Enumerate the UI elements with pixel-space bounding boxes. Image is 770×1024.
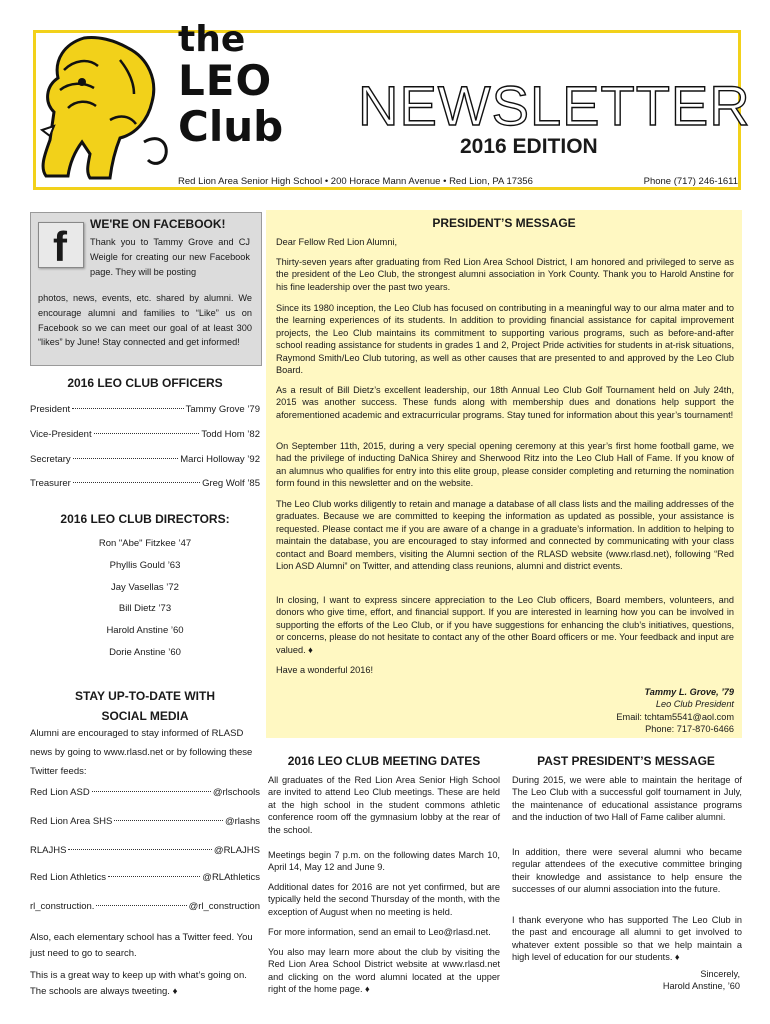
president-paragraph: Have a wonderful 2016! bbox=[276, 665, 374, 675]
social-heading bbox=[30, 686, 260, 726]
past-sign-2: Harold Anstine, ’60 bbox=[662, 981, 740, 992]
edition-label: 2016 EDITION bbox=[460, 135, 598, 158]
twitter-feed-row bbox=[30, 845, 260, 856]
president-signature bbox=[616, 686, 734, 736]
past-sign-1: Sincerely, bbox=[700, 969, 740, 979]
lion-mascot-icon bbox=[24, 30, 184, 182]
feed-name: Red Lion Athletics bbox=[30, 872, 107, 883]
signature-role: Leo Club President bbox=[655, 699, 734, 710]
past-president-paragraph: I thank everyone who has supported The Leo Club in the past and encourage all alumni to get involved to whatever extent possible so that we help maintain a high level of education for our students. ♦ bbox=[512, 915, 742, 963]
director-item: Bill Dietz ’73 bbox=[118, 603, 172, 614]
social-heading-line-1: STAY UP-TO-DATE WITH bbox=[74, 689, 215, 703]
feed-name: Red Lion ASD bbox=[30, 787, 90, 798]
social-note-2: This is a great way to keep up with what’s going on. The schools are always tweeting. ♦ bbox=[30, 970, 247, 997]
past-president-signature bbox=[663, 968, 740, 993]
brand-club: Club bbox=[178, 102, 284, 151]
officer-row bbox=[30, 478, 260, 489]
director-item: Jay Vasellas ’72 bbox=[111, 582, 179, 593]
officer-name: Greg Wolf ’85 bbox=[202, 478, 260, 489]
president-paragraph: In closing, I want to express sincere appreciation to the Leo Club officers, Board members, volunteers, and donors who give time, effort, and financial support. If you are interested in learning how you can be involved in supporting the efforts of the Leo Club, or if you have suggestions for enhancing the club’s initiatives, questions, or concerns, please do not hesitate to contact any of the other Board officers or me. Your feedback and input are valued. ♦ bbox=[276, 595, 734, 655]
meeting-paragraph: You also may learn more about the club by visiting the Red Lion Area School District website at www.rlasd.net and clicking on the word alumni located at the upper right of the home page. ♦ bbox=[268, 947, 500, 995]
officer-name: Marci Holloway ’92 bbox=[180, 454, 260, 465]
officer-role: Secretary bbox=[30, 454, 71, 465]
signature-name: Tammy L. Grove, ’79 bbox=[644, 687, 734, 697]
director-item: Dorie Anstine ’60 bbox=[109, 647, 181, 658]
president-paragraph: Dear Fellow Red Lion Alumni, bbox=[276, 237, 398, 247]
president-paragraph: The Leo Club works diligently to retain and manage a database of all class lists and the mailing addresses of the graduates. Because we are committed to keeping the information as updated as possible, your assistance is requested. Please contact me if you are aware of a change in a graduate’s information. In addition to helping to maintain the database, you are encouraged to stay informed and connected by communicating with your class contact and Board members, visiting the Alumni section of the RLASD website (www.rlasd.net), following “Red Lion ASD Alumni” on Twitter, and attending class reunions, alumni and district events. bbox=[276, 499, 734, 572]
officer-role: President bbox=[30, 404, 71, 415]
facebook-heading: WE'RE ON FACEBOOK! bbox=[90, 217, 226, 231]
directors-heading: 2016 LEO CLUB DIRECTORS: bbox=[60, 512, 230, 526]
school-address: Red Lion Area Senior High School • 200 Horace Mann Avenue • Red Lion, PA 17356 bbox=[178, 176, 533, 187]
twitter-feed-row bbox=[30, 816, 260, 827]
feed-name: rl_construction. bbox=[30, 901, 95, 912]
officer-name: Tammy Grove ’79 bbox=[185, 404, 260, 415]
feed-handle[interactable]: @rlschools bbox=[212, 787, 260, 798]
facebook-text-a: Thank you to Tammy Grove and CJ Weigle for creating our new Facebook page. They will be posting bbox=[90, 237, 250, 277]
feed-name: Red Lion Area SHS bbox=[30, 816, 113, 827]
past-president-paragraph: In addition, there were several alumni who became regular attendees of the executive committee bringing their knowledge and assistance to help ensure the successes of our alumni association into the future. bbox=[512, 847, 742, 895]
brand-the: the bbox=[178, 19, 246, 60]
social-note-1: Also, each elementary school has a Twitter feed. You just need to go to search. bbox=[30, 932, 253, 959]
officer-role: Treasurer bbox=[30, 478, 71, 489]
twitter-feed-row bbox=[30, 787, 260, 798]
brand-leo: LEO bbox=[178, 56, 273, 105]
officer-row bbox=[30, 429, 260, 440]
facebook-icon: f bbox=[38, 222, 84, 268]
director-item: Phyllis Gould ’63 bbox=[109, 560, 181, 571]
meeting-paragraph: For more information, send an email to Leo@rlasd.net. bbox=[268, 927, 491, 937]
officer-row bbox=[30, 404, 260, 415]
newsletter-title: NEWSLETTER bbox=[358, 74, 751, 137]
twitter-feed-row bbox=[30, 901, 260, 912]
facebook-text-b: photos, news, events, etc. shared by alumni. We encourage alumni and families to “Like” us on Facebook so we can meet our goal of at least 300 “likes” by June! Stay connected and get informed! bbox=[38, 293, 252, 348]
social-heading-line-2: SOCIAL MEDIA bbox=[101, 709, 189, 723]
past-president-heading: PAST PRESIDENT’S MESSAGE bbox=[537, 754, 715, 768]
feed-handle[interactable]: @rl_construction bbox=[188, 901, 260, 912]
meeting-heading: 2016 LEO CLUB MEETING DATES bbox=[287, 754, 481, 768]
officers-heading: 2016 LEO CLUB OFFICERS bbox=[67, 376, 223, 390]
signature-email[interactable]: Email: tchtam5541@aol.com bbox=[616, 711, 734, 722]
school-phone: Phone (717) 246-1611 bbox=[643, 176, 738, 187]
social-intro: Alumni are encouraged to stay informed of RLASD news by going to www.rlasd.net or by following these Twitter feeds: bbox=[30, 728, 253, 777]
director-item: Ron "Abe" Fitzkee ’47 bbox=[98, 538, 192, 549]
meeting-paragraph: All graduates of the Red Lion Area Senior High School are invited to attend Leo Club meetings. These are held at the high school in the student commons athletic conference room off the gymnasium lobby at the rear of the school. bbox=[268, 775, 500, 835]
officer-row bbox=[30, 454, 260, 465]
twitter-feed-row bbox=[30, 872, 260, 883]
feed-handle[interactable]: @RLAthletics bbox=[202, 872, 260, 883]
president-paragraph: Since its 1980 inception, the Leo Club has focused on contributing in a meaningful way to our alma mater and to the learning experiences of its students. In addition to providing financial assistance for capital improvement projects, the Leo Club maintains its commitment to supporting various programs, such as before-and-after school reading assistance for students in grades 1 and 2, Project Pride activities for students in at-risk situations, Raymond Smith/Leo Club tutoring, as well as other causes that are presented to and approved by the Leo Club Board. bbox=[276, 303, 734, 376]
director-item: Harold Anstine ’60 bbox=[106, 625, 184, 636]
feed-handle[interactable]: @RLAJHS bbox=[213, 845, 260, 856]
feed-name: RLAJHS bbox=[30, 845, 67, 856]
past-president-paragraph: During 2015, we were able to maintain the heritage of The Leo Club with a successful golf tournament in July, the maintenance of educational assistance programs and the induction of two Hall of Fame caliber alumni. bbox=[512, 775, 742, 823]
officer-name: Todd Hom ’82 bbox=[201, 429, 260, 440]
meeting-paragraph: Meetings begin 7 p.m. on the following dates March 10, April 14, May 12 and June 9. bbox=[268, 850, 500, 873]
feed-handle[interactable]: @rlashs bbox=[225, 816, 260, 827]
president-paragraph: As a result of Bill Dietz’s excellent leadership, our 18th Annual Leo Club Golf Tournament held on July 24th, 2015 was another success. These funds along with membership dues and donations help support the aforementioned academic and extracurricular programs. Stay tuned for information about this year’s tournament! bbox=[276, 385, 734, 420]
president-paragraph: Thirty-seven years after graduating from Red Lion Area School District, I am honored and privileged to serve as the president of the Leo Club, the strongest alumni association in York County. Thank you to Harold Anstine for his fine leadership over the past two years. bbox=[276, 257, 734, 292]
president-paragraph: On September 11th, 2015, during a very special opening ceremony at this year’s first home football game, we had the privilege of inducting DaNica Shirey and Sherwood Ritz into the Leo Club Hall of Fame. If you know of an alumnus who qualifies for entry into this elite group, please consider completing and returning the nomination form found in this newsletter and on the website. bbox=[276, 441, 734, 489]
officer-role: Vice-President bbox=[30, 429, 92, 440]
meeting-paragraph: Additional dates for 2016 are not yet confirmed, but are typically held the second Thursday of the month, with the exception of August when no meeting is held. bbox=[268, 882, 500, 917]
president-heading: PRESIDENT’S MESSAGE bbox=[432, 216, 576, 230]
signature-phone: Phone: 717-870-6466 bbox=[645, 724, 734, 735]
